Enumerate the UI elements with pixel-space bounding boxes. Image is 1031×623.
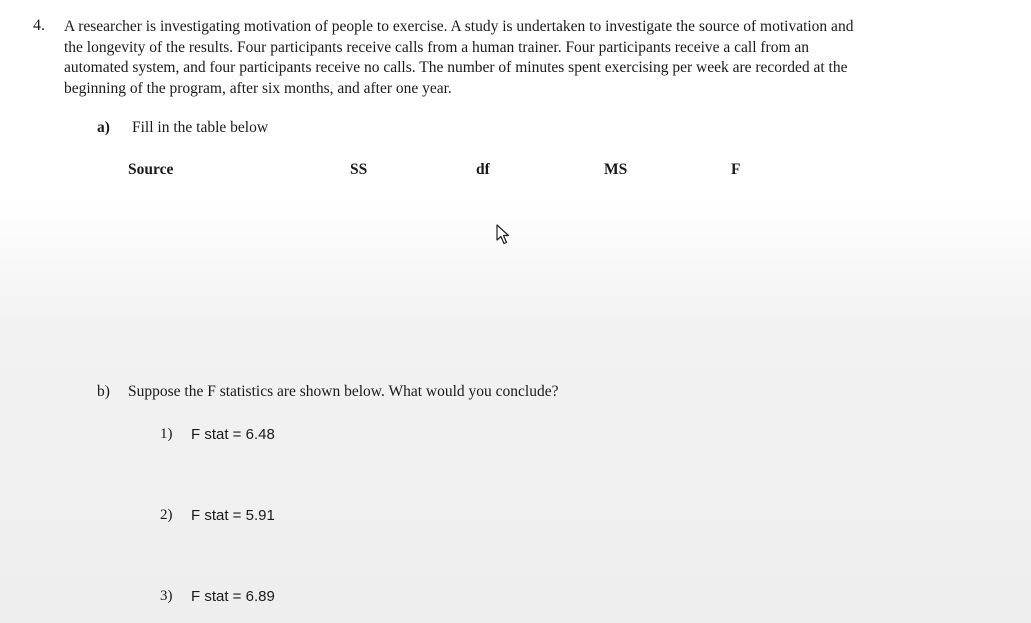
item-number: 1) xyxy=(160,426,173,442)
item-text: F stat = 5.91 xyxy=(191,507,275,524)
part-b-label: b) xyxy=(97,383,110,400)
item-text: F stat = 6.48 xyxy=(191,426,275,443)
question-line: beginning of the program, after six months, and after one year. xyxy=(64,79,452,97)
question-number: 4. xyxy=(33,17,45,34)
part-a-text: Fill in the table below xyxy=(132,119,269,136)
item-text: F stat = 6.89 xyxy=(191,588,275,605)
question-line: automated system, and four participants receive no calls. The number of minutes spent exercising per week are recorded at the xyxy=(64,59,848,76)
table-header-source: Source xyxy=(128,161,174,178)
item-number: 2) xyxy=(160,507,173,523)
question-text xyxy=(64,17,853,99)
mouse-pointer-icon xyxy=(496,224,514,246)
question-line: A researcher is investigating motivation of people to exercise. A study is undertaken to investigate the source of motivation and xyxy=(64,18,854,35)
table-header-df: df xyxy=(476,161,490,178)
item-number: 3) xyxy=(160,588,173,604)
part-a-label: a) xyxy=(97,119,110,136)
table-header-ms: MS xyxy=(604,161,628,178)
part-b-text: Suppose the F statistics are shown below. What would you conclude? xyxy=(128,383,559,400)
table-header-f: F xyxy=(731,161,741,178)
table-header-ss: SS xyxy=(350,161,368,178)
question-line: the longevity of the results. Four participants receive calls from a human trainer. Four participants receive a call from an xyxy=(64,38,810,56)
